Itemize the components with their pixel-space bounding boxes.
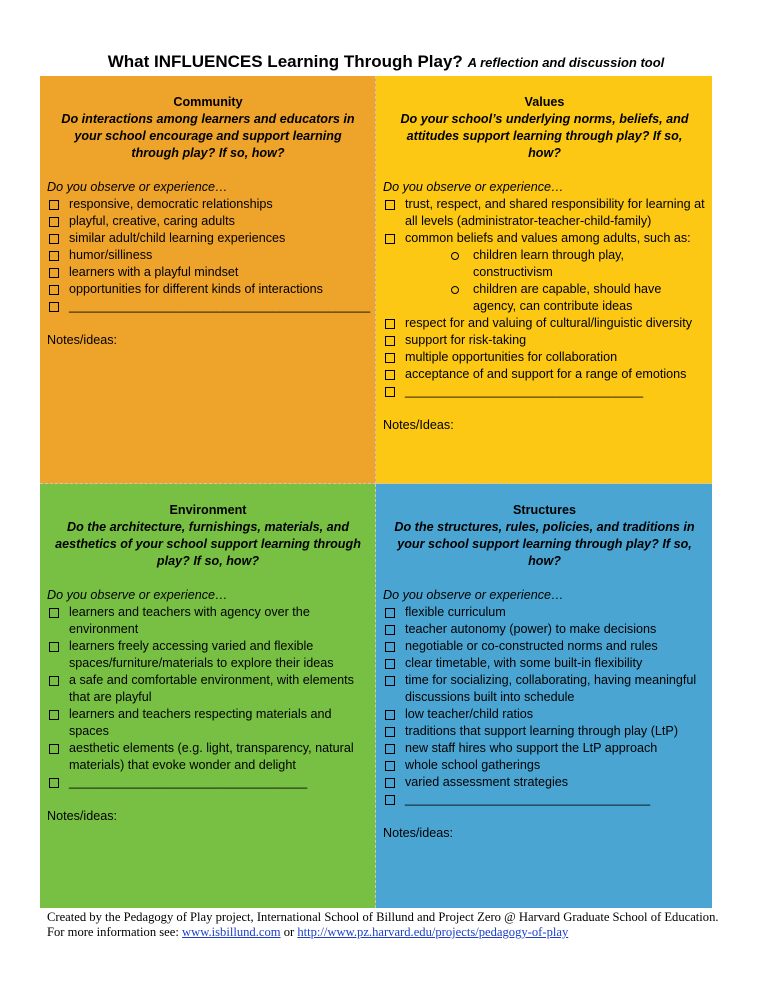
sub-item: children learn through play, constructivism <box>451 247 706 281</box>
checklist-item-blank: __________________________________ <box>47 774 369 791</box>
sub-item: children are capable, should have agency, can contribute ideas <box>451 281 706 315</box>
values-sublist <box>405 247 706 315</box>
checklist-item-blank: ___________________________________________ <box>47 298 369 315</box>
community-question: Do interactions among learners and educators in your school encourage and support learning through play? If so, how? <box>61 112 355 160</box>
checklist-item: whole school gatherings <box>383 757 706 774</box>
quadrant-grid <box>40 76 712 908</box>
checkbox[interactable] <box>385 319 395 329</box>
checklist-item: playful, creative, caring adults <box>47 213 369 230</box>
checkbox[interactable] <box>49 251 59 261</box>
checkbox[interactable] <box>385 761 395 771</box>
structures-notes-label: Notes/ideas: <box>383 826 454 840</box>
checkbox[interactable] <box>385 727 395 737</box>
checklist-item: varied assessment strategies <box>383 774 706 791</box>
checklist-item: multiple opportunities for collaboration <box>383 349 706 366</box>
checklist-item: a safe and comfortable environment, with elements that are playful <box>47 672 369 706</box>
checklist-item: traditions that support learning through play (LtP) <box>383 723 706 740</box>
title-subtitle: A reflection and discussion tool <box>467 55 665 70</box>
community-prompt: Do you observe or experience… <box>47 180 228 194</box>
page-title <box>0 50 772 75</box>
values-prompt: Do you observe or experience… <box>383 180 564 194</box>
environment-quadrant <box>40 484 376 908</box>
environment-heading: Environment <box>169 503 247 517</box>
checkbox[interactable] <box>385 744 395 754</box>
structures-heading: Structures <box>513 503 576 517</box>
checklist-item: learners and teachers with agency over the environment <box>47 604 369 638</box>
checklist-item: respect for and valuing of cultural/linguistic diversity <box>383 315 706 332</box>
checkbox[interactable] <box>385 642 395 652</box>
environment-prompt: Do you observe or experience… <box>47 588 228 602</box>
checkbox[interactable] <box>385 200 395 210</box>
checklist-item: support for risk-taking <box>383 332 706 349</box>
checklist-item: opportunities for different kinds of interactions <box>47 281 369 298</box>
values-checklist <box>383 196 706 400</box>
checklist-item: flexible curriculum <box>383 604 706 621</box>
checklist-item-blank: __________________________________ <box>383 383 706 400</box>
checkbox[interactable] <box>385 353 395 363</box>
values-notes-label: Notes/Ideas: <box>383 418 454 432</box>
checklist-item: common beliefs and values among adults, such as: children learn through play, constructivism children are capable, should have agency, can contribute ideas <box>383 230 706 315</box>
checklist-item: learners with a playful mindset <box>47 264 369 281</box>
checklist-item: learners and teachers respecting materials and spaces <box>47 706 369 740</box>
community-heading: Community <box>173 95 243 109</box>
checkbox[interactable] <box>49 710 59 720</box>
footer-info-prefix: For more information see: <box>47 925 183 939</box>
checklist-item: trust, respect, and shared responsibility for learning at all levels (administrator-teacher-child-family) <box>383 196 706 230</box>
checkbox[interactable] <box>49 676 59 686</box>
values-quadrant <box>376 76 712 484</box>
pz-harvard-link[interactable]: http://www.pz.harvard.edu/projects/pedagogy-of-play <box>297 925 569 939</box>
checklist-item: aesthetic elements (e.g. light, transparency, natural materials) that evoke wonder and delight <box>47 740 369 774</box>
environment-checklist <box>47 604 369 791</box>
checklist-item: new staff hires who support the LtP approach <box>383 740 706 757</box>
footer-info <box>47 925 747 940</box>
circle-bullet-icon <box>451 286 459 294</box>
checklist-item: acceptance of and support for a range of emotions <box>383 366 706 383</box>
environment-notes-label: Notes/ideas: <box>47 809 118 823</box>
checkbox[interactable] <box>385 659 395 669</box>
structures-quadrant <box>376 484 712 908</box>
checklist-item-blank: ___________________________________ <box>383 791 706 808</box>
checkbox[interactable] <box>385 608 395 618</box>
checkbox[interactable] <box>49 200 59 210</box>
checkbox[interactable] <box>49 744 59 754</box>
checkbox[interactable] <box>49 234 59 244</box>
circle-bullet-icon <box>451 252 459 260</box>
checkbox[interactable] <box>385 336 395 346</box>
environment-question: Do the architecture, furnishings, materials, and aesthetics of your school support learning through play? If so, how? <box>55 520 361 568</box>
checklist-item: teacher autonomy (power) to make decisions <box>383 621 706 638</box>
checklist-item: negotiable or co-constructed norms and rules <box>383 638 706 655</box>
checkbox[interactable] <box>385 387 395 397</box>
values-question: Do your school’s underlying norms, beliefs, and attitudes support learning through play? If so, how? <box>400 112 689 160</box>
checklist-item: low teacher/child ratios <box>383 706 706 723</box>
footer <box>47 910 747 940</box>
structures-question: Do the structures, rules, policies, and traditions in your school support learning through play? If so, how? <box>394 520 695 568</box>
checkbox[interactable] <box>385 710 395 720</box>
structures-prompt: Do you observe or experience… <box>383 588 564 602</box>
checklist-item: learners freely accessing varied and flexible spaces/furniture/materials to explore their ideas <box>47 638 369 672</box>
community-quadrant <box>40 76 376 484</box>
community-notes-label: Notes/ideas: <box>47 333 118 347</box>
community-checklist <box>47 196 369 315</box>
checklist-item: similar adult/child learning experiences <box>47 230 369 247</box>
checklist-item: responsive, democratic relationships <box>47 196 369 213</box>
checkbox[interactable] <box>49 285 59 295</box>
structures-checklist <box>383 604 706 808</box>
values-heading: Values <box>524 95 565 109</box>
checklist-item: time for socializing, collaborating, having meaningful discussions built into schedule <box>383 672 706 706</box>
checkbox[interactable] <box>49 268 59 278</box>
checkbox[interactable] <box>49 778 59 788</box>
footer-credit: Created by the Pedagogy of Play project, International School of Billund and Project Zero @ Harvard Graduate School of Education. <box>47 910 719 924</box>
checkbox[interactable] <box>385 676 395 686</box>
checkbox[interactable] <box>385 795 395 805</box>
checklist-item: humor/silliness <box>47 247 369 264</box>
checklist-item: clear timetable, with some built-in flexibility <box>383 655 706 672</box>
checkbox[interactable] <box>49 302 59 312</box>
checkbox[interactable] <box>385 778 395 788</box>
checkbox[interactable] <box>385 625 395 635</box>
checkbox[interactable] <box>385 234 395 244</box>
isbillund-link[interactable]: www.isbillund.com <box>182 925 281 939</box>
checkbox[interactable] <box>49 217 59 227</box>
checkbox[interactable] <box>49 642 59 652</box>
title-main: What INFLUENCES Learning Through Play? <box>107 52 463 71</box>
checkbox[interactable] <box>385 370 395 380</box>
footer-or: or <box>280 925 298 939</box>
checkbox[interactable] <box>49 608 59 618</box>
